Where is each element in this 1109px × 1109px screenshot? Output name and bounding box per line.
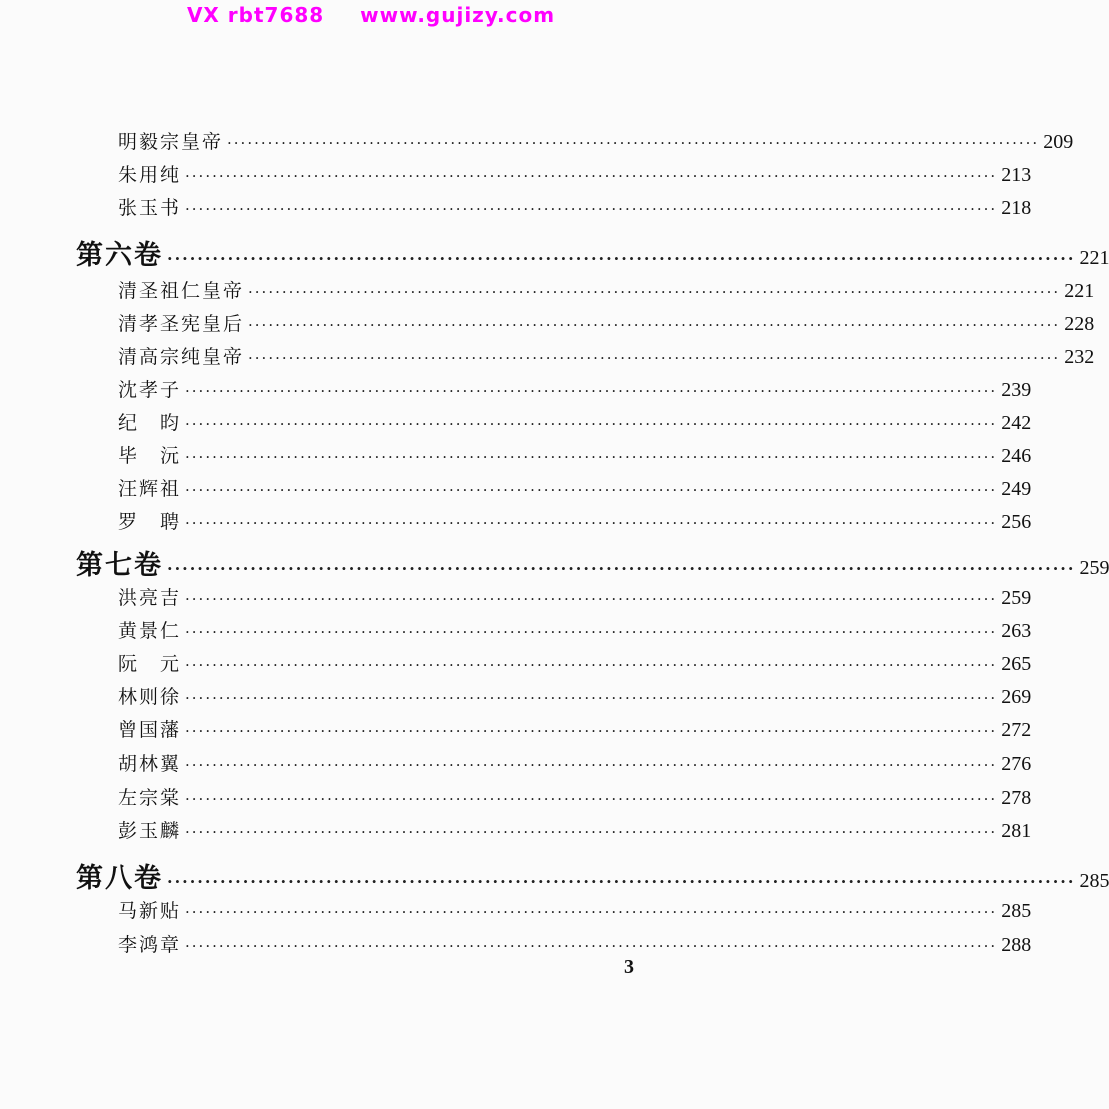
toc-entry-row <box>118 616 1032 646</box>
toc-entry-title: 林则徐 <box>118 686 182 708</box>
toc-entry-row <box>118 507 1032 537</box>
toc-entry-title: 纪 昀 <box>118 412 182 434</box>
dot-leader: ························································································································ <box>185 590 998 608</box>
toc-entry-title: 洪亮吉 <box>118 587 182 609</box>
toc-page-number: 285 <box>1079 870 1109 892</box>
toc-entry-row <box>118 649 1032 679</box>
dot-leader: ························································································································ <box>185 823 998 841</box>
toc-page-number: 232 <box>1064 346 1095 368</box>
toc-page-number: 259 <box>1001 587 1032 609</box>
watermark-wechat: VX rbt7688 <box>186 3 325 27</box>
toc-page-number: 285 <box>1001 900 1032 922</box>
toc-page-number: 221 <box>1079 247 1109 269</box>
toc-volume-title: 第七卷 <box>76 550 163 581</box>
toc-entry-row <box>118 474 1032 504</box>
toc-entry-row <box>118 930 1032 960</box>
toc-entry-row <box>118 749 1032 779</box>
toc-page-number: 242 <box>1001 412 1032 434</box>
toc-entry-row <box>118 408 1032 438</box>
toc-entry-title: 阮 元 <box>118 653 182 675</box>
toc-entry-title: 胡林翼 <box>118 753 182 775</box>
dot-leader: ························································································································ <box>248 316 1061 334</box>
dot-leader: ························································································································ <box>185 481 998 499</box>
toc-entry-title: 罗 聘 <box>118 511 182 533</box>
dot-leader: ························································································································ <box>248 349 1061 367</box>
dot-leader: ························································································································ <box>185 689 998 707</box>
toc-entry-title: 马新贴 <box>118 900 182 922</box>
toc-page-number: 246 <box>1001 445 1032 467</box>
dot-leader: ························································································································ <box>185 623 998 641</box>
toc-entry-row <box>118 127 1074 157</box>
toc-page-number: 278 <box>1001 787 1032 809</box>
dot-leader: ························································································································ <box>185 656 998 674</box>
toc-page-number: 269 <box>1001 686 1032 708</box>
dot-leader: ························································································································ <box>167 559 1076 578</box>
toc-page-number: 228 <box>1064 313 1095 335</box>
dot-leader: ························································································································ <box>185 514 998 532</box>
toc-entry-title: 清高宗纯皇帝 <box>118 346 245 368</box>
toc-entry-title: 清孝圣宪皇后 <box>118 313 245 335</box>
toc-entry-row <box>118 583 1032 613</box>
toc-volume-row <box>76 543 1109 581</box>
page-number: 3 <box>624 956 634 978</box>
dot-leader: ························································································································ <box>227 134 1040 152</box>
toc-volume-title: 第八卷 <box>76 863 163 894</box>
dot-leader: ························································································································ <box>185 756 998 774</box>
watermark-site: www.gujizy.com <box>360 3 556 27</box>
toc-page-number: 249 <box>1001 478 1032 500</box>
toc-entry-row <box>118 896 1032 926</box>
toc-entry-title: 毕 沅 <box>118 445 182 467</box>
toc-volume-title: 第六卷 <box>76 240 163 271</box>
dot-leader: ························································································································ <box>185 200 998 218</box>
toc-entry-row <box>118 682 1032 712</box>
dot-leader: ························································································································ <box>167 249 1076 268</box>
toc-entry-row <box>118 160 1032 190</box>
toc-entry-title: 黄景仁 <box>118 620 182 642</box>
dot-leader: ························································································································ <box>185 448 998 466</box>
dot-leader: ························································································································ <box>185 415 998 433</box>
dot-leader: ························································································································ <box>185 722 998 740</box>
toc-entry-title: 左宗棠 <box>118 787 182 809</box>
toc-entry-row <box>118 783 1032 813</box>
toc-page-number: 272 <box>1001 719 1032 741</box>
dot-leader: ························································································································ <box>185 903 998 921</box>
toc-page-number: 265 <box>1001 653 1032 675</box>
toc-entry-row <box>118 715 1032 745</box>
toc-page-number: 259 <box>1079 557 1109 579</box>
toc-entry-row <box>118 375 1032 405</box>
toc-entry-row <box>118 276 1095 306</box>
toc-entry-title: 沈孝子 <box>118 379 182 401</box>
toc-entry-title: 张玉书 <box>118 197 182 219</box>
dot-leader: ························································································································ <box>185 790 998 808</box>
watermark-header <box>0 3 742 27</box>
toc-entry-title: 曾国藩 <box>118 719 182 741</box>
toc-entry-title: 明毅宗皇帝 <box>118 131 224 153</box>
toc-entry-title: 李鸿章 <box>118 934 182 956</box>
toc-page-number: 239 <box>1001 379 1032 401</box>
toc-entry-title: 彭玉麟 <box>118 820 182 842</box>
toc-page-number: 209 <box>1043 131 1074 153</box>
toc-page-number: 221 <box>1064 280 1095 302</box>
toc-entry-row <box>118 193 1032 223</box>
dot-leader: ························································································································ <box>185 382 998 400</box>
toc-page-number: 263 <box>1001 620 1032 642</box>
toc-entry-row <box>118 342 1095 372</box>
toc-entry-row <box>118 816 1032 846</box>
dot-leader: ························································································································ <box>185 167 998 185</box>
toc-page-number: 276 <box>1001 753 1032 775</box>
toc-entry-title: 汪辉祖 <box>118 478 182 500</box>
toc-page-number: 288 <box>1001 934 1032 956</box>
toc-entry-title: 清圣祖仁皇帝 <box>118 280 245 302</box>
toc-entry-title: 朱用纯 <box>118 164 182 186</box>
toc-entry-row <box>118 441 1032 471</box>
toc-page-number: 281 <box>1001 820 1032 842</box>
toc-page-number: 218 <box>1001 197 1032 219</box>
dot-leader: ························································································································ <box>248 283 1061 301</box>
toc-page-number: 256 <box>1001 511 1032 533</box>
dot-leader: ························································································································ <box>185 937 998 955</box>
toc-volume-row <box>76 233 1109 271</box>
dot-leader: ························································································································ <box>167 872 1076 891</box>
toc-volume-row <box>76 856 1109 894</box>
toc-entry-row <box>118 309 1095 339</box>
toc-page-number: 213 <box>1001 164 1032 186</box>
